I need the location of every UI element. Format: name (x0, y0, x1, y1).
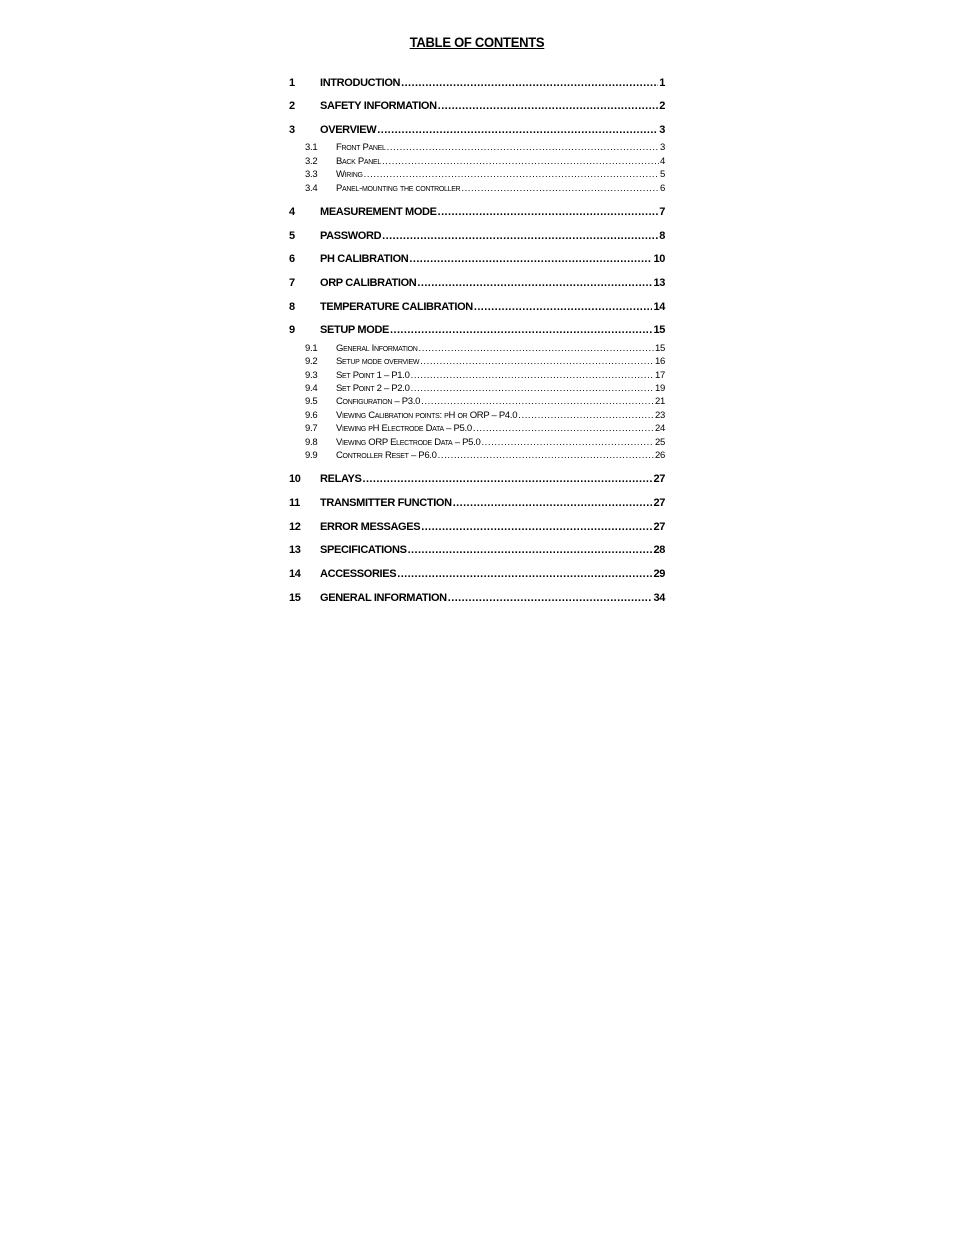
toc-entry-page: 6 (660, 183, 665, 194)
toc-entry-page: 27 (653, 497, 665, 509)
toc-entry-page: 17 (655, 370, 665, 381)
toc-entry-number: 9.4 (305, 383, 318, 394)
toc-subentry-configuration[interactable] (289, 396, 665, 408)
toc-entry-number: 6 (289, 253, 295, 265)
toc-entry-number: 8 (289, 301, 295, 313)
toc-entry-number: 9.6 (305, 410, 318, 421)
toc-entry-number: 9.8 (305, 437, 318, 448)
toc-leader-dots (408, 543, 653, 557)
toc-entry-number: 14 (289, 568, 301, 580)
toc-entry-page: 7 (659, 206, 665, 218)
toc-entry-overview[interactable] (289, 123, 665, 137)
toc-entry-label: ORP CALIBRATION (320, 277, 417, 289)
toc-leader-dots (448, 591, 653, 605)
toc-subentry-set-point-2[interactable] (289, 383, 665, 395)
toc-entry-ph-calibration[interactable] (289, 252, 665, 266)
toc-entry-page: 23 (655, 410, 665, 421)
toc-entry-label: SETUP MODE (320, 324, 390, 336)
toc-subentry-viewing-orp-electrode-data[interactable] (289, 437, 665, 449)
toc-entry-number: 9.7 (305, 423, 318, 434)
toc-entry-label: ERROR MESSAGES (320, 521, 421, 533)
toc-subentry-wiring[interactable] (289, 169, 665, 181)
toc-leader-dots (461, 183, 659, 195)
toc-entry-number: 10 (289, 473, 301, 485)
toc-entry-label: Setup mode overview (336, 356, 420, 367)
toc-entry-accessories[interactable] (289, 567, 665, 581)
toc-subentry-back-panel[interactable] (289, 156, 665, 168)
toc-entry-page: 34 (653, 592, 665, 604)
toc-entry-label: Configuration – P3.0 (336, 396, 421, 407)
toc-entry-number: 4 (289, 206, 295, 218)
toc-entry-relays[interactable] (289, 472, 665, 486)
toc-entry-label: RELAYS (320, 473, 362, 485)
toc-subentry-controller-reset[interactable] (289, 450, 665, 462)
toc-leader-dots (390, 323, 652, 337)
toc-entry-number: 12 (289, 521, 301, 533)
toc-entry-page: 27 (653, 521, 665, 533)
toc-entry-number: 3.2 (305, 156, 318, 167)
toc-entry-number: 5 (289, 230, 295, 242)
toc-entry-label: SPECIFICATIONS (320, 544, 407, 556)
toc-entry-page: 2 (659, 100, 665, 112)
toc-entry-page: 5 (660, 169, 665, 180)
toc-leader-dots (419, 343, 655, 355)
toc-entry-safety-information[interactable] (289, 99, 665, 113)
toc-subentry-viewing-calibration-points[interactable] (289, 410, 665, 422)
toc-subentry-set-point-1[interactable] (289, 370, 665, 382)
toc-entry-error-messages[interactable] (289, 520, 665, 534)
toc-entry-general-information[interactable] (289, 591, 665, 605)
toc-leader-dots (382, 156, 659, 168)
toc-entry-introduction[interactable] (289, 76, 665, 90)
toc-entry-label: TEMPERATURE CALIBRATION (320, 301, 473, 313)
page-title: TABLE OF CONTENTS (409, 34, 545, 50)
toc-entry-temperature-calibration[interactable] (289, 300, 665, 314)
toc-leader-dots (364, 169, 659, 181)
toc-subentry-viewing-ph-electrode-data[interactable] (289, 423, 665, 435)
toc-entry-label: Panel-mounting the controller (336, 183, 461, 194)
toc-entry-page: 14 (653, 301, 665, 313)
toc-leader-dots (382, 229, 658, 243)
toc-entry-page: 16 (655, 356, 665, 367)
toc-entry-number: 3.1 (305, 142, 318, 153)
toc-entry-password[interactable] (289, 229, 665, 243)
toc-entry-number: 3.4 (305, 183, 318, 194)
toc-leader-dots (387, 142, 659, 154)
toc-entry-label: Viewing pH Electrode Data – P5.0 (336, 423, 472, 434)
toc-entry-label: PASSWORD (320, 230, 382, 242)
toc-entry-label: Back Panel (336, 156, 381, 167)
toc-leader-dots (401, 76, 658, 90)
toc-entry-number: 1 (289, 77, 295, 89)
toc-entry-label: Set Point 2 – P2.0 (336, 383, 410, 394)
toc-entry-label: OVERVIEW (320, 124, 377, 136)
toc-leader-dots (377, 123, 658, 137)
toc-entry-page: 27 (653, 473, 665, 485)
toc-leader-dots (420, 356, 654, 368)
toc-entry-number: 2 (289, 100, 295, 112)
toc-entry-page: 8 (659, 230, 665, 242)
toc-entry-label: INTRODUCTION (320, 77, 401, 89)
toc-leader-dots (397, 567, 652, 581)
toc-entry-number: 11 (289, 497, 300, 509)
toc-entry-number: 7 (289, 277, 295, 289)
toc-entry-page: 10 (653, 253, 665, 265)
toc-entry-label: SAFETY INFORMATION (320, 100, 437, 112)
toc-entry-page: 3 (659, 124, 665, 136)
toc-leader-dots (421, 396, 654, 408)
toc-entry-page: 15 (653, 324, 665, 336)
toc-entry-label: Viewing ORP Electrode Data – P5.0 (336, 437, 481, 448)
toc-leader-dots (453, 496, 653, 510)
toc-entry-number: 9.2 (305, 356, 318, 367)
toc-entry-number: 3 (289, 124, 295, 136)
toc-leader-dots (438, 99, 658, 113)
toc-subentry-front-panel[interactable] (289, 142, 665, 154)
toc-entry-page: 19 (655, 383, 665, 394)
toc-subentry-general-information[interactable] (289, 343, 665, 355)
toc-entry-number: 9.5 (305, 396, 318, 407)
toc-entry-number: 9.1 (305, 343, 318, 354)
toc-leader-dots (363, 472, 653, 486)
toc-entry-measurement-mode[interactable] (289, 205, 665, 219)
toc-entry-page: 25 (655, 437, 665, 448)
toc-leader-dots (411, 383, 654, 395)
toc-leader-dots (438, 205, 659, 219)
toc-leader-dots (421, 520, 652, 534)
toc-entry-label: Wiring (336, 169, 363, 180)
toc-leader-dots (473, 423, 654, 435)
toc-entry-page: 13 (653, 277, 665, 289)
toc-entry-specifications[interactable] (289, 543, 665, 557)
toc-leader-dots (409, 252, 652, 266)
toc-entry-label: Controller Reset – P6.0 (336, 450, 437, 461)
toc-entry-label: Front Panel (336, 142, 386, 153)
toc-leader-dots (411, 370, 654, 382)
toc-entry-page: 28 (653, 544, 665, 556)
toc-entry-page: 3 (660, 142, 665, 153)
toc-subentry-setup-mode-overview[interactable] (289, 356, 665, 368)
toc-entry-label: MEASUREMENT MODE (320, 206, 437, 218)
toc-entry-setup-mode[interactable] (289, 323, 665, 337)
toc-entry-label: ACCESSORIES (320, 568, 397, 580)
toc-entry-number: 3.3 (305, 169, 318, 180)
toc-entry-number: 15 (289, 592, 301, 604)
toc-entry-label: General Information (336, 343, 418, 354)
toc-entry-label: GENERAL INFORMATION (320, 592, 447, 604)
toc-entry-page: 4 (660, 156, 665, 167)
toc-subentry-panel-mounting[interactable] (289, 183, 665, 195)
toc-entry-orp-calibration[interactable] (289, 276, 665, 290)
toc-entry-label: Set Point 1 – P1.0 (336, 370, 410, 381)
toc-entry-page: 1 (659, 77, 665, 89)
toc-leader-dots (518, 410, 654, 422)
toc-entry-page: 15 (655, 343, 665, 354)
toc-entry-number: 9.9 (305, 450, 318, 461)
toc-entry-label: TRANSMITTER FUNCTION (320, 497, 452, 509)
toc-entry-page: 29 (653, 568, 665, 580)
toc-leader-dots (417, 276, 652, 290)
toc-entry-number: 13 (289, 544, 301, 556)
toc-entry-label: Viewing Calibration points: pH or ORP – P4.0 (336, 410, 518, 421)
toc-entry-transmitter-function[interactable] (289, 496, 665, 510)
toc-entry-label: PH CALIBRATION (320, 253, 409, 265)
toc-entry-page: 26 (655, 450, 665, 461)
toc-leader-dots (474, 300, 653, 314)
toc-entry-page: 24 (655, 423, 665, 434)
toc-entry-number: 9.3 (305, 370, 318, 381)
toc-entry-number: 9 (289, 324, 295, 336)
toc-entry-page: 21 (655, 396, 665, 407)
toc-leader-dots (438, 450, 654, 462)
toc-leader-dots (481, 437, 654, 449)
